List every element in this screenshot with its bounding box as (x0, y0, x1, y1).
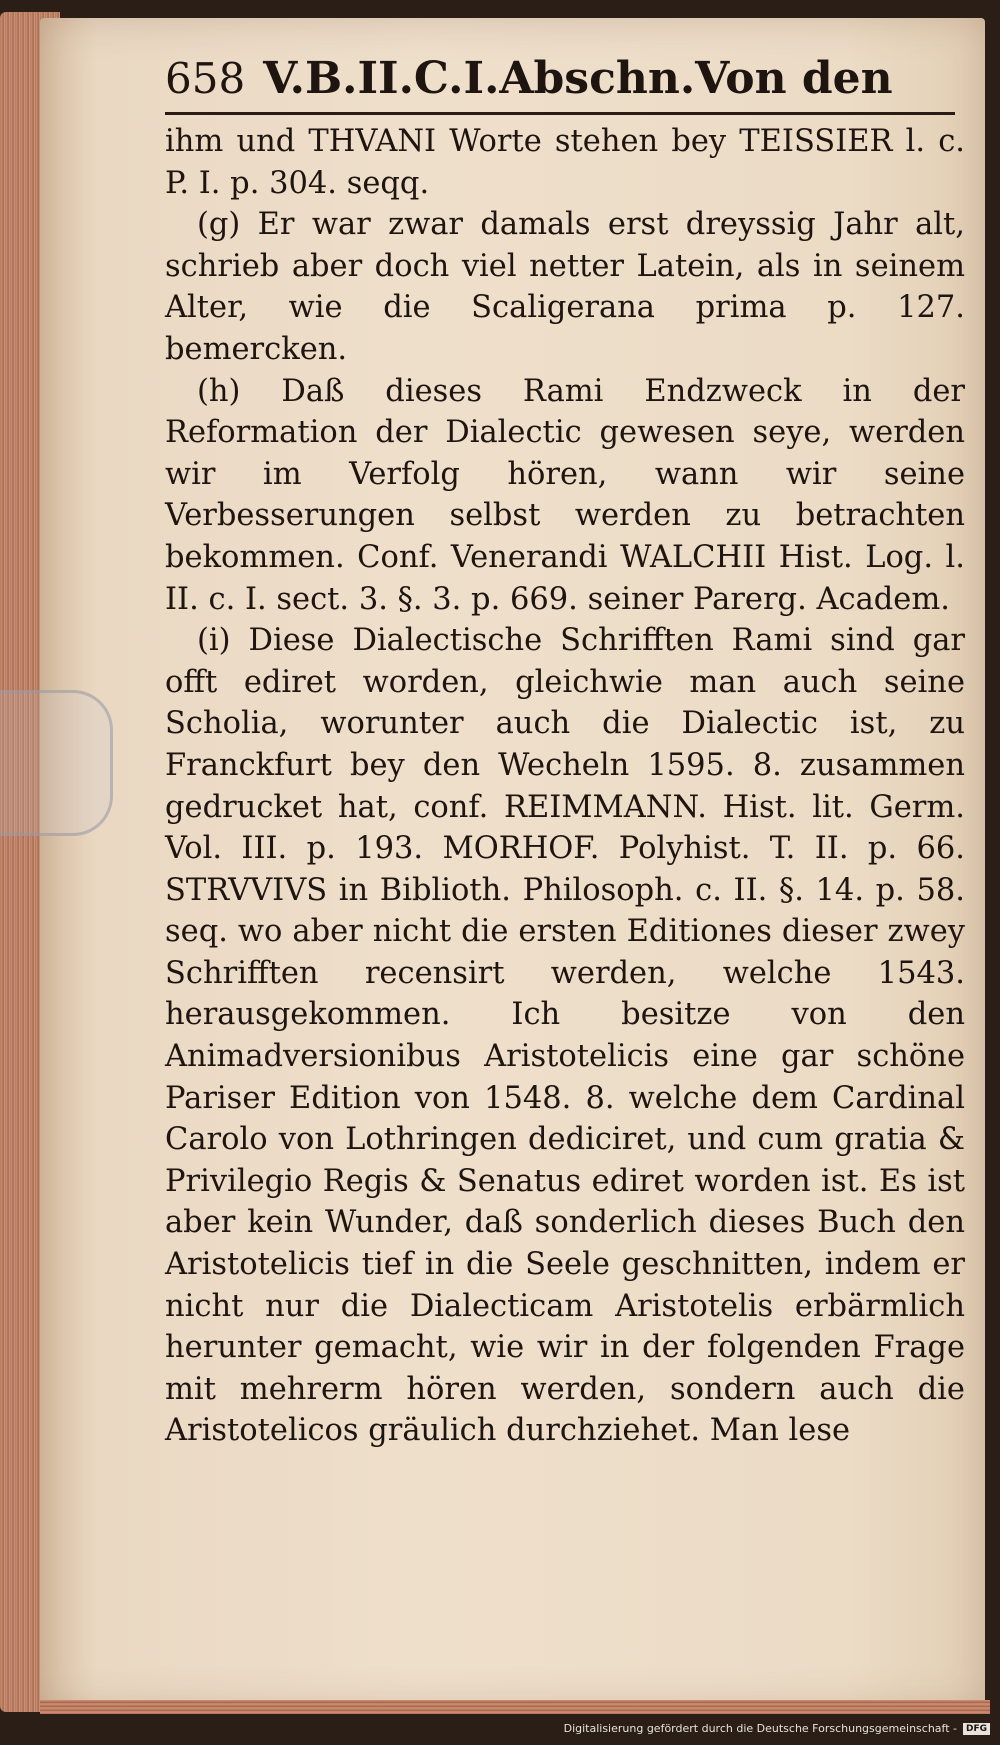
running-header (165, 48, 965, 110)
footnote-g: (g) Er war zwar damals erst dreyssig Jahr alt, schrieb aber doch viel netter Latein, als in seinem Alter, wie die Scaligerana prima p. 127. bemercken. (165, 207, 965, 367)
digitization-credit (564, 1722, 990, 1735)
running-title: V.B.II.C.I.Abschn.Von den (263, 53, 893, 104)
page-bottom-edge (40, 1700, 990, 1714)
page-content (165, 48, 965, 1452)
dfg-logo: DFG (963, 1723, 990, 1735)
header-rule (165, 112, 955, 115)
body-text (165, 121, 965, 1452)
paragraph-continued: ihm und THVANI Worte stehen bey TEISSIER l. c. P. I. p. 304. seqq. (165, 124, 965, 201)
page-number: 658 (165, 54, 246, 103)
footnote-h: (h) Daß dieses Rami Endzweck in der Reformation der Dialectic gewesen seye, werden wir im Verfolg hören, wann wir seine Verbesserungen selbst werden zu betrachten bekommen. Conf. Venerandi WALCHII Hist. Log. l. II. c. I. sect. 3. §. 3. p. 669. seiner Parerg. Academ. (165, 373, 965, 617)
credit-text: Digitalisierung gefördert durch die Deutsche Forschungsgemeinschaft - (563, 1722, 957, 1735)
page-clip (0, 690, 113, 836)
footnote-i: (i) Diese Dialectische Schrifften Rami sind gar offt ediret worden, gleichwie man auch seine Scholia, worunter auch die Dialectic ist, zu Franckfurt bey den Wecheln 1595. 8. zusammen gedrucket hat, conf. REIMMANN. Hist. lit. Germ. Vol. III. p. 193. MORHOF. Polyhist. T. II. p. 66. STRVVIVS in Biblioth. Philosoph. c. II. §. 14. p. 58. seq. wo aber nicht die ersten Editiones dieser zwey Schrifften recensirt werden, welche 1543. herausgekommen. Ich besitze von den Animadversionibus Aristotelicis eine gar schöne Pariser Edition von 1548. 8. welche dem Cardinal Carolo von Lothringen dediciret, und cum gratia & Privilegio Regis & Senatus ediret worden ist. Es ist aber kein Wunder, daß sonderlich dieses Buch den Aristotelicis tief in die Seele geschnitten, indem er nicht nur die Dialecticam Aristotelis erbärmlich herunter gemacht, wie wir in der folgenden Frage mit mehrerm hören werden, sondern auch die Aristotelicos gräulich durchziehet. Man lese (165, 623, 965, 1449)
